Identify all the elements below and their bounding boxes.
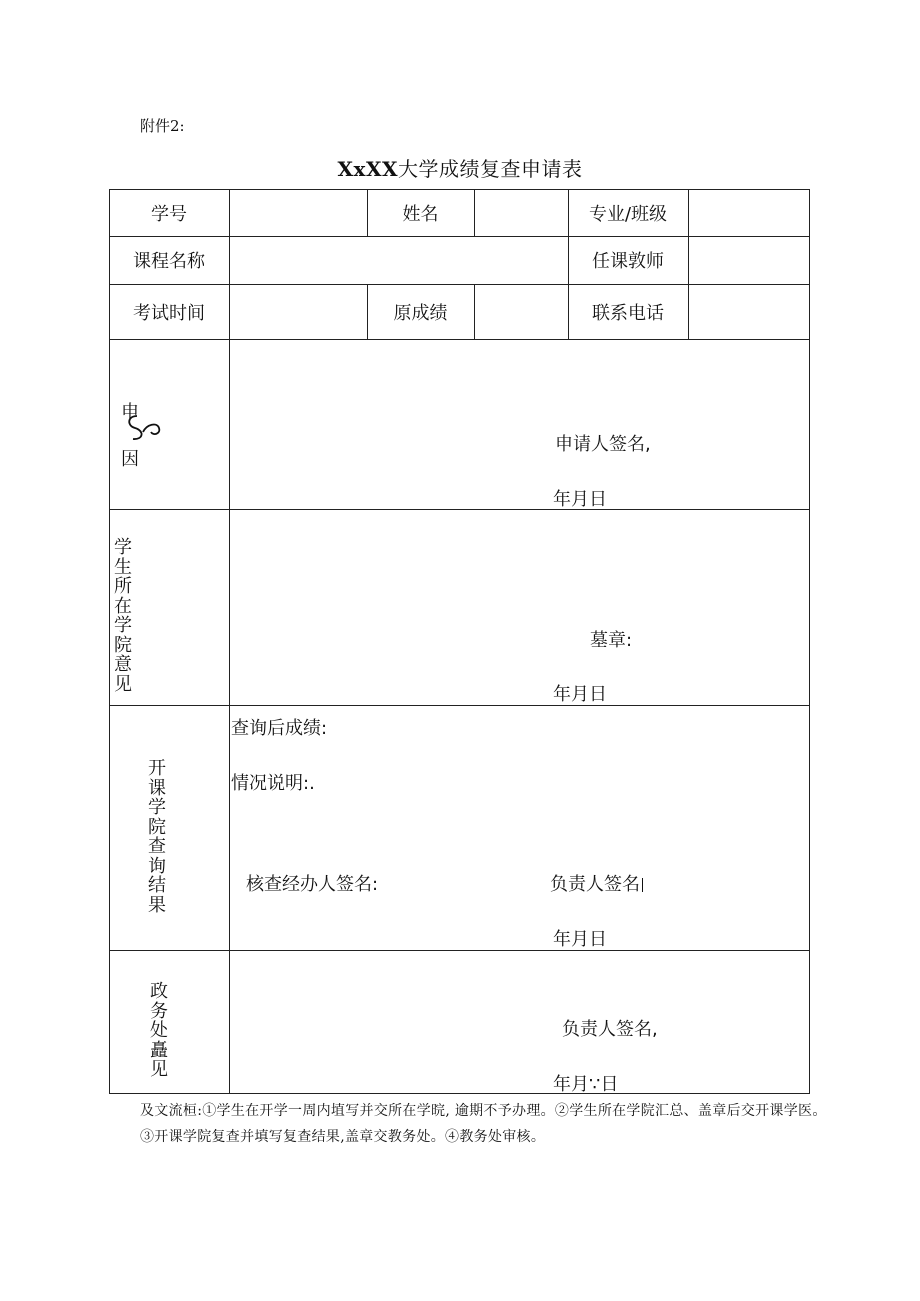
college-opinion-char: 所 [114, 576, 132, 597]
college-opinion-label [113, 538, 133, 694]
college-opinion-char: 意 [114, 654, 132, 675]
affairs-office-char: 务 [150, 1000, 168, 1022]
query-result-char: 询 [148, 855, 166, 877]
college-opinion-char: 生 [114, 556, 132, 578]
explanation-label: 情况说明:. [231, 773, 315, 794]
course-name-field[interactable] [230, 237, 568, 284]
major-class-label: 专业/班级 [588, 204, 668, 225]
query-result-char: 果 [148, 894, 166, 916]
query-result-char: 结 [148, 875, 166, 896]
reason-date: 年月日 [553, 489, 607, 510]
query-result-label [147, 759, 167, 915]
original-score-field[interactable] [475, 285, 568, 339]
border-right [809, 189, 810, 1094]
college-opinion-char: 院 [114, 634, 132, 656]
border-bottom [109, 1093, 810, 1094]
curl-mark-icon [123, 412, 163, 442]
affairs-office-char: 政 [150, 981, 168, 1002]
phone-label: 联系电话 [592, 303, 664, 324]
query-leader-signature-text: 负责人签名 [550, 874, 640, 895]
student-id-label: 学号 [151, 204, 187, 225]
attachment-label: 附件2: [140, 117, 185, 135]
query-result-char: 查 [148, 836, 166, 857]
process-footnote: 及文流桓:①学生在开学一周内埴写并交所在学晥, 逾期不予办理。②学生所在学院汇总、盖章后交开课学医。③开课学院复查并填写复查结果,盖章交教务处。④教务处审核。 [140, 1103, 827, 1145]
major-class-field[interactable] [689, 190, 809, 236]
reason-label-bottom: 因 [121, 449, 139, 470]
query-result-char: 开 [148, 758, 166, 779]
reason-label-top: 申 [121, 402, 139, 423]
after-query-score-label: 查询后成绩: [231, 718, 328, 739]
phone-field[interactable] [689, 285, 809, 339]
title-main: 大学成绩复查申请表 [397, 157, 583, 181]
title-prefix: XxXX [337, 157, 398, 181]
teacher-field[interactable] [689, 237, 809, 284]
college-opinion-char: 在 [114, 595, 132, 617]
college-seal-label: 墓章: [590, 630, 633, 651]
college-opinion-char: 见 [114, 673, 132, 695]
reason-field[interactable] [230, 340, 809, 509]
name-field[interactable] [475, 190, 568, 236]
application-form [109, 189, 810, 1094]
exam-time-label: 考试时间 [133, 303, 205, 324]
name-label: 姓名 [402, 204, 439, 225]
course-name-label: 课程名称 [133, 251, 205, 272]
college-opinion-char: 学 [114, 615, 132, 636]
teacher-label: 任课敦师 [592, 251, 664, 272]
exam-time-field[interactable] [230, 285, 367, 339]
affairs-office-char: 见 [150, 1059, 168, 1080]
query-result-char: 院 [148, 816, 166, 838]
affairs-office-field[interactable] [230, 951, 809, 1093]
college-opinion-char: 学 [114, 537, 132, 558]
applicant-signature-label: 申请人签名, [555, 434, 651, 455]
query-result-char: 课 [148, 777, 166, 799]
query-leader-signature-label [550, 870, 643, 896]
query-result-date: 年月日 [553, 929, 607, 950]
affairs-office-char: 矗 [150, 1039, 168, 1061]
affairs-office-label [149, 982, 169, 1080]
original-score-label: 原成绩 [393, 303, 448, 324]
college-opinion-date: 年月日 [553, 684, 607, 705]
query-result-char: 学 [148, 797, 166, 818]
college-opinion-field[interactable] [230, 510, 809, 705]
page-title [0, 153, 920, 182]
affairs-leader-signature-label: 负责人签名, [562, 1019, 658, 1040]
affairs-office-char: 处 [150, 1020, 168, 1041]
row-line-5 [109, 705, 810, 706]
student-id-field[interactable] [230, 190, 367, 236]
handler-signature-label: 核查经办人签名: [246, 874, 379, 895]
affairs-office-date: 年月∵日 [553, 1074, 619, 1095]
